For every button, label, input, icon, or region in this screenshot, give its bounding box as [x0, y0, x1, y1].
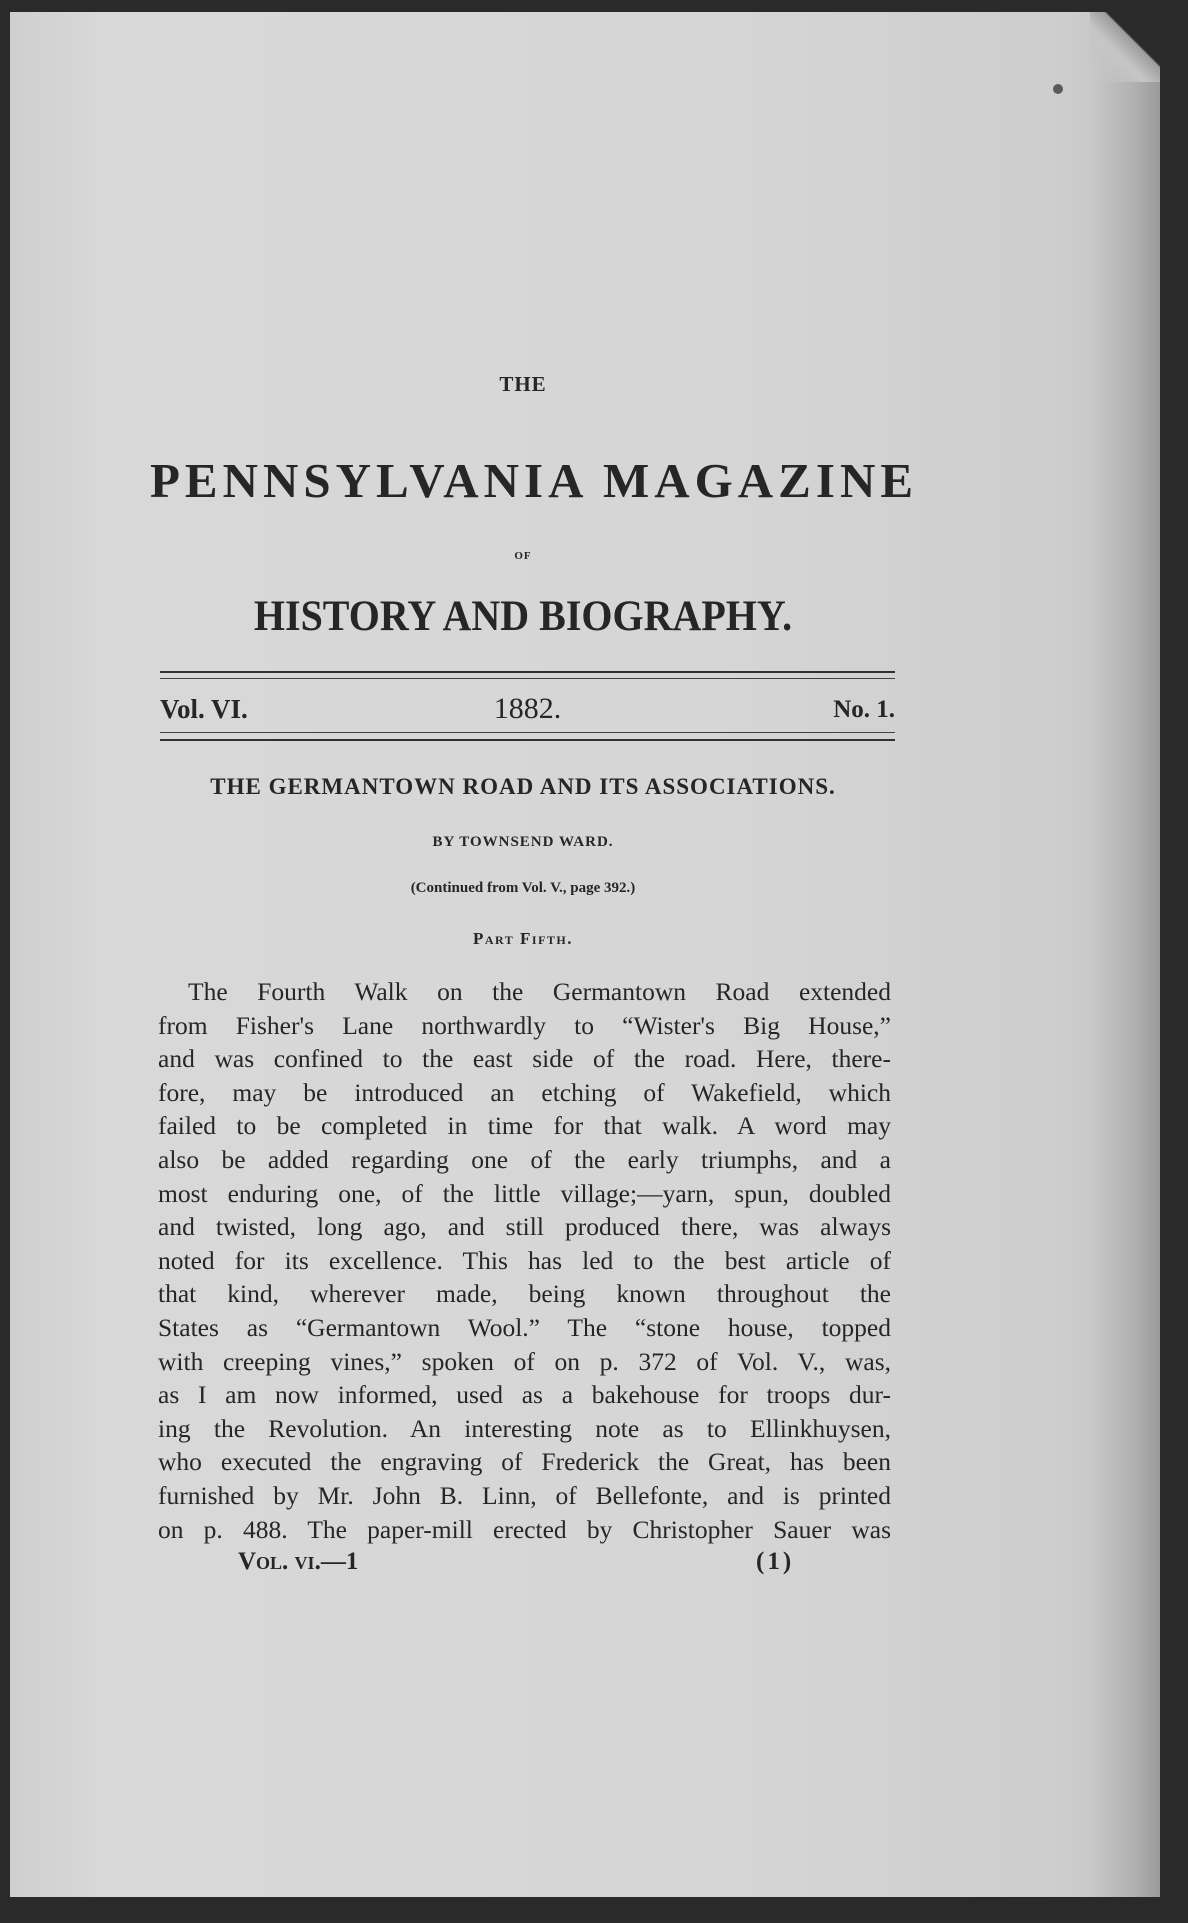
magazine-title: PENNSYLVANIA MAGAZINE [150, 453, 919, 508]
document-page [10, 12, 1160, 1897]
header-the: THE [499, 372, 547, 396]
body-line: who executed the engraving of Frederick the Great, has been [158, 1447, 891, 1477]
bottom-rule-thin [160, 732, 895, 733]
ink-speck [1053, 84, 1063, 94]
article-body [158, 975, 891, 1546]
volume-signature: Vol. vi.—1 [238, 1548, 359, 1575]
page-number: (1) [756, 1548, 795, 1575]
body-line: failed to be completed in time for that walk. A word may [158, 1111, 891, 1141]
body-line: The Fourth Walk on the Germantown Road extended [188, 977, 891, 1006]
issue-line [160, 692, 895, 732]
body-line: noted for its excellence. This has led to the best article of [158, 1245, 891, 1275]
top-rule [160, 671, 895, 673]
volume-label: Vol. VI. [160, 694, 248, 724]
body-line: ing the Revolution. An interesting note as to Ellinkhuysen, [158, 1413, 891, 1443]
folded-corner [1090, 12, 1160, 82]
top-rule-thin [160, 678, 895, 679]
header-of: OF [514, 550, 532, 562]
body-line: fore, may be introduced an etching of Wakefield, which [158, 1077, 891, 1107]
body-line: States as “Germantown Wool.” The “stone house, topped [158, 1312, 891, 1342]
body-line: as I am now informed, used as a bakehouse for troops dur- [158, 1380, 891, 1410]
body-line: from Fisher's Lane northwardly to “Wister's Big House,” [158, 1010, 891, 1040]
issue-number: No. 1. [833, 696, 895, 723]
article-byline: BY TOWNSEND WARD. [432, 834, 614, 850]
body-line: and twisted, long ago, and still produced there, was always [158, 1212, 891, 1242]
body-line: furnished by Mr. John B. Linn, of Bellefonte, and is printed [158, 1480, 891, 1510]
body-line: on p. 488. The paper-mill erected by Christopher Sauer was [158, 1514, 891, 1544]
magazine-subtitle: HISTORY AND BIOGRAPHY. [253, 593, 793, 640]
issue-year: 1882. [493, 692, 562, 725]
body-line: that kind, wherever made, being known throughout the [158, 1279, 891, 1309]
part-heading: Part Fifth. [472, 929, 574, 948]
body-line: most enduring one, of the little village;—yarn, spun, doubled [158, 1178, 891, 1208]
body-line: and was confined to the east side of the road. Here, there- [158, 1044, 891, 1074]
continued-note: (Continued from Vol. V., page 392.) [410, 880, 636, 896]
body-line: also be added regarding one of the early triumphs, and a [158, 1144, 891, 1174]
page-edge-shadow [1090, 12, 1160, 1897]
article-title: THE GERMANTOWN ROAD AND ITS ASSOCIATIONS. [210, 774, 836, 799]
bottom-rule [160, 739, 895, 741]
body-line: with creeping vines,” spoken of on p. 372 of Vol. V., was, [158, 1346, 891, 1376]
